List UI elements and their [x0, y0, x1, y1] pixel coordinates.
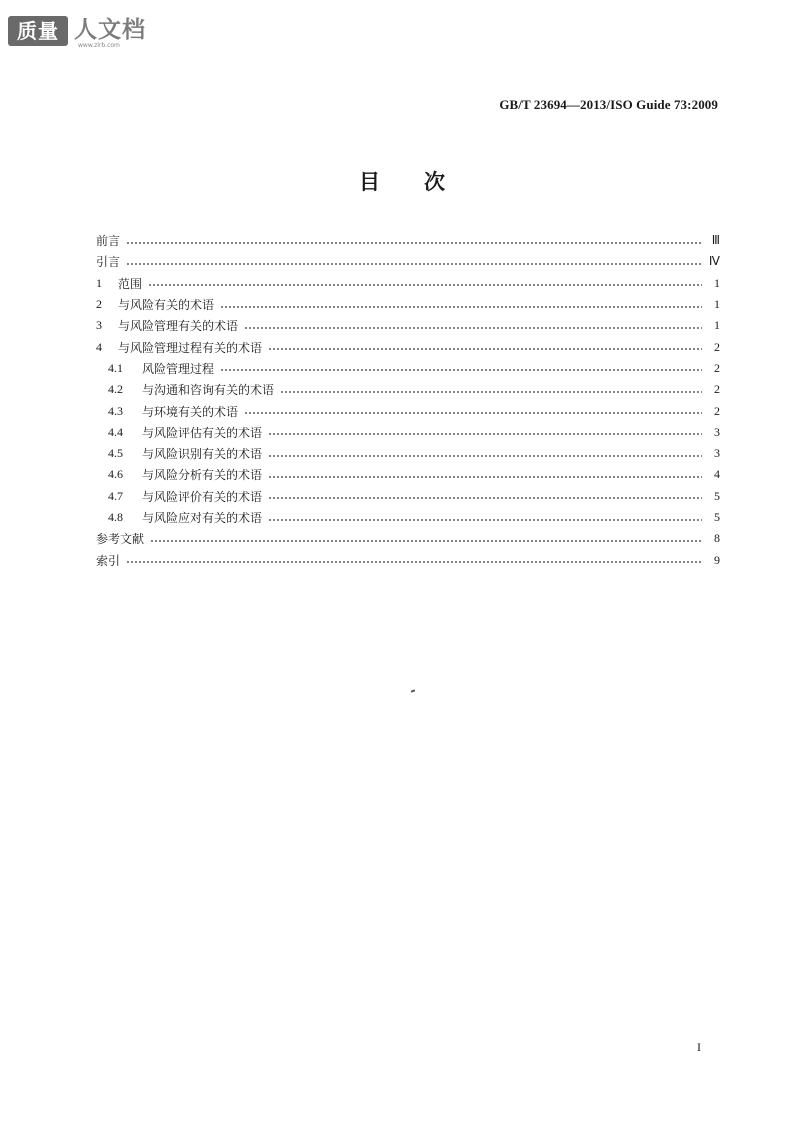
- toc-entry-page: 2: [714, 339, 720, 354]
- toc-entry-label: 与风险管理过程有关的术语: [118, 340, 263, 355]
- toc-leader-dots: [268, 519, 702, 521]
- toc-entry-page: 5: [714, 510, 720, 524]
- toc-entry[interactable]: [96, 422, 720, 443]
- toc-entry-page: 1: [714, 275, 720, 290]
- toc-entry-number: 4: [96, 339, 102, 354]
- toc-entry-label: 与环境有关的术语: [142, 404, 239, 419]
- toc-entry-page: 9: [714, 552, 720, 567]
- toc-entry-label: 与风险有关的术语: [118, 298, 215, 313]
- table-of-contents: [96, 230, 720, 571]
- toc-leader-dots: [150, 540, 702, 542]
- page-number: I: [697, 1040, 701, 1054]
- toc-entry-page: 2: [714, 382, 720, 397]
- toc-entry-number: 2: [96, 297, 102, 312]
- toc-entry-page: 3: [714, 446, 720, 461]
- toc-entry[interactable]: [96, 336, 720, 357]
- toc-entry[interactable]: [96, 315, 720, 336]
- toc-entry[interactable]: [96, 528, 720, 549]
- toc-entry-label: 与风险评价有关的术语: [142, 489, 263, 504]
- toc-leader-dots: [220, 306, 702, 308]
- scan-speck: [411, 689, 415, 692]
- toc-entry-label: 范围: [118, 276, 143, 291]
- toc-leader-dots: [126, 263, 702, 265]
- toc-entry-label: 与风险分析有关的术语: [142, 468, 263, 483]
- toc-leader-dots: [268, 433, 702, 435]
- toc-entry[interactable]: [96, 486, 720, 507]
- toc-entry-number: 4.8: [108, 510, 123, 524]
- toc-entry-label: 引言: [96, 255, 121, 270]
- toc-entry-label: 参考文献: [96, 532, 145, 547]
- toc-entry-label: 与风险识别有关的术语: [142, 447, 263, 462]
- toc-entry-number: 4.2: [108, 382, 123, 397]
- toc-entry[interactable]: [96, 251, 720, 272]
- toc-entry-number: 4.7: [108, 488, 123, 503]
- toc-entry-page: 1: [714, 318, 720, 333]
- toc-entry-number: 3: [96, 318, 102, 333]
- toc-title: 目次: [359, 170, 489, 194]
- toc-leader-dots: [280, 391, 702, 393]
- toc-entry-number: 4.4: [108, 424, 123, 439]
- toc-entry-page: 2: [714, 360, 720, 375]
- toc-entry[interactable]: [96, 273, 720, 294]
- watermark-url: www.zlrb.com: [78, 42, 120, 49]
- toc-leader-dots: [126, 561, 702, 563]
- toc-entry[interactable]: [96, 464, 720, 485]
- toc-entry-number: 4.6: [108, 467, 123, 482]
- toc-entry[interactable]: [96, 379, 720, 400]
- toc-entry[interactable]: [96, 507, 720, 528]
- toc-leader-dots: [244, 412, 702, 414]
- toc-entry-page: 8: [714, 531, 720, 546]
- toc-leader-dots: [268, 348, 702, 350]
- toc-entry-number: 4.5: [108, 446, 123, 461]
- toc-entry-number: 4.3: [108, 403, 123, 418]
- toc-entry-page: 1: [714, 297, 720, 312]
- toc-entry[interactable]: [96, 358, 720, 379]
- toc-entry-number: 1: [96, 275, 102, 290]
- toc-leader-dots: [268, 497, 702, 499]
- toc-entry-label: 前言: [96, 234, 121, 249]
- toc-entry-number: 4.1: [108, 360, 123, 375]
- toc-entry-page: Ⅳ: [708, 254, 720, 269]
- watermark-logo: [8, 12, 158, 50]
- toc-entry-page: 5: [714, 488, 720, 503]
- watermark-logo-box: 质量: [8, 16, 68, 46]
- toc-leader-dots: [148, 284, 702, 286]
- toc-entry-label: 与风险评估有关的术语: [142, 425, 263, 440]
- toc-leader-dots: [126, 242, 702, 244]
- toc-leader-dots: [220, 369, 702, 371]
- toc-leader-dots: [268, 476, 702, 478]
- toc-leader-dots: [268, 455, 702, 457]
- toc-entry[interactable]: [96, 400, 720, 421]
- toc-entry-page: Ⅲ: [711, 233, 720, 248]
- standard-code: GB/T 23694—2013/ISO Guide 73:2009: [499, 97, 718, 112]
- toc-entry-label: 与沟通和咨询有关的术语: [142, 383, 275, 398]
- toc-entry[interactable]: [96, 549, 720, 570]
- toc-entry[interactable]: [96, 443, 720, 464]
- toc-entry-page: 4: [714, 467, 720, 482]
- toc-entry-label: 索引: [96, 553, 121, 568]
- toc-entry-label: 与风险应对有关的术语: [142, 511, 263, 525]
- toc-entry-page: 2: [714, 403, 720, 418]
- toc-entry[interactable]: [96, 294, 720, 315]
- toc-entry-page: 3: [714, 424, 720, 439]
- toc-entry-label: 风险管理过程: [142, 361, 215, 376]
- watermark-logo-text: 人文档: [74, 17, 146, 43]
- toc-leader-dots: [244, 327, 702, 329]
- toc-entry-label: 与风险管理有关的术语: [118, 319, 239, 334]
- toc-entry[interactable]: [96, 230, 720, 251]
